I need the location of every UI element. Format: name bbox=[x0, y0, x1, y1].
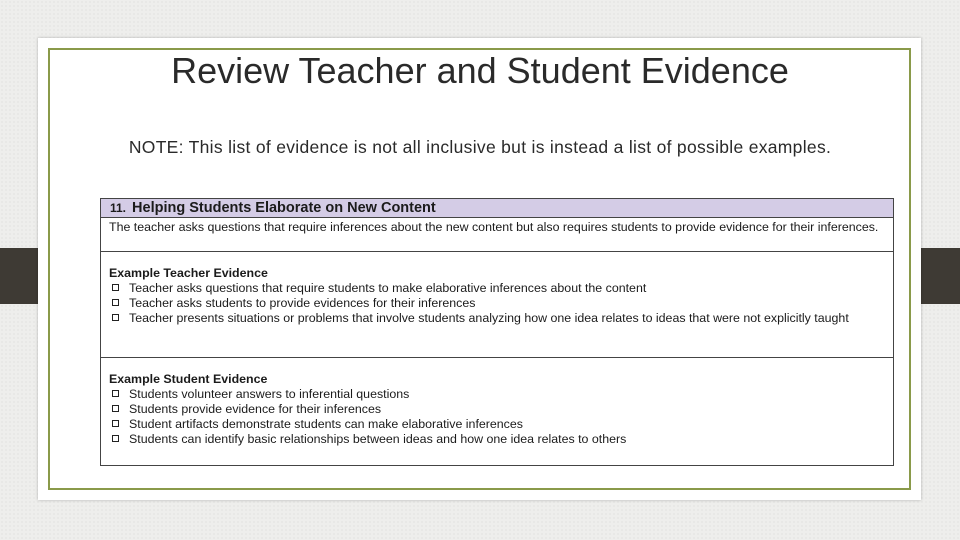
list-item bbox=[109, 417, 885, 432]
checkbox-icon bbox=[112, 299, 119, 306]
list-item-text: Students can identify basic relationships between ideas and how one idea relates to others bbox=[129, 432, 627, 446]
checkbox-icon bbox=[112, 420, 119, 427]
checkbox-icon bbox=[112, 435, 119, 442]
checkbox-icon bbox=[112, 390, 119, 397]
list-item-text: Students provide evidence for their inferences bbox=[129, 402, 382, 416]
evidence-document bbox=[100, 198, 894, 466]
list-item bbox=[109, 311, 885, 326]
list-item-text: Teacher asks students to provide evidences for their inferences bbox=[129, 296, 476, 310]
element-number: 11. bbox=[110, 201, 127, 215]
list-item bbox=[109, 432, 885, 447]
slide-title: Review Teacher and Student Evidence bbox=[171, 50, 789, 91]
list-item bbox=[109, 296, 885, 311]
student-evidence-section bbox=[101, 358, 893, 465]
checkbox-icon bbox=[112, 314, 119, 321]
element-heading: Helping Students Elaborate on New Content bbox=[132, 200, 436, 216]
doc-header bbox=[101, 199, 893, 218]
list-item bbox=[109, 402, 885, 417]
list-item-text: Students volunteer answers to inferential questions bbox=[129, 387, 410, 401]
student-evidence-title: Example Student Evidence bbox=[109, 372, 268, 386]
element-description: The teacher asks questions that require inferences about the new content but also requires students to provide evidence for their inferences. bbox=[101, 218, 893, 252]
list-item bbox=[109, 387, 885, 402]
checkbox-icon bbox=[112, 284, 119, 291]
slide-note: NOTE: This list of evidence is not all inclusive but is instead a list of possible examples. bbox=[128, 137, 832, 157]
list-item-text: Teacher presents situations or problems that involve students analyzing how one idea relates to ideas that were not explicitly taught bbox=[129, 311, 849, 325]
teacher-evidence-title: Example Teacher Evidence bbox=[109, 266, 268, 280]
teacher-evidence-section bbox=[101, 252, 893, 358]
list-item-text: Teacher asks questions that require students to make elaborative inferences about the content bbox=[129, 281, 647, 295]
list-item bbox=[109, 281, 885, 296]
checkbox-icon bbox=[112, 405, 119, 412]
list-item-text: Student artifacts demonstrate students can make elaborative inferences bbox=[129, 417, 523, 431]
